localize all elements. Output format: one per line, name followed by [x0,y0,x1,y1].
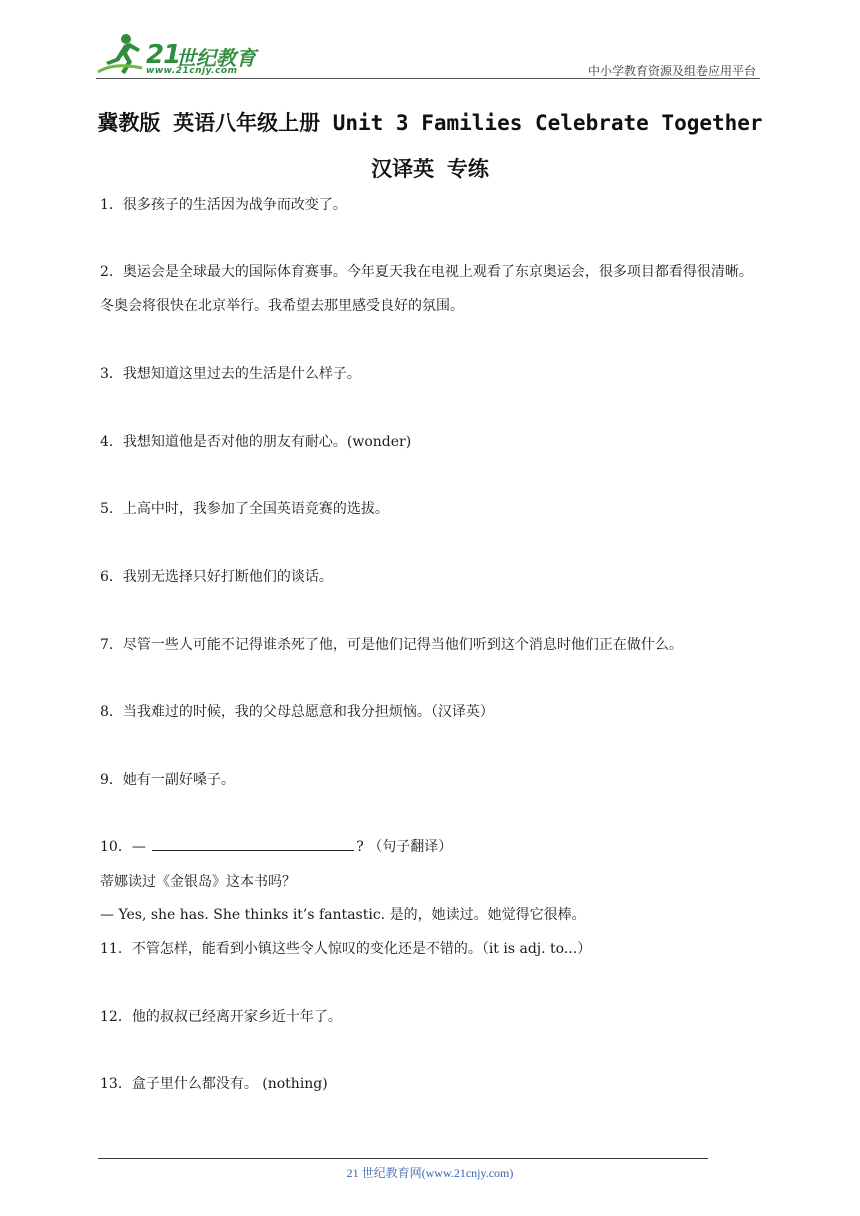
answer-blank[interactable] [152,836,354,851]
question-5: 5．上高中时，我参加了全国英语竞赛的选拔。 [100,501,389,517]
question-10 [100,830,764,864]
logo-url: www.21cnjy.com [146,66,238,76]
question-11: 11．不管怎样，能看到小镇这些令人惊叹的变化还是不错的。（it is adj. to...） [100,941,592,957]
question-10-suffix: ? （句子翻译） [356,839,453,855]
question-8: 8．当我难过的时候，我的父母总愿意和我分担烦恼。（汉译英） [100,704,494,720]
question-13: 13．盒子里什么都没有。 (nothing) [100,1076,328,1092]
question-10-prefix: 10．— [100,839,146,855]
question-3: 3．我想知道这里过去的生活是什么样子。 [100,366,361,382]
footer-divider [98,1158,708,1159]
site-logo [96,30,296,80]
header-divider [96,78,760,79]
question-2: 2．奥运会是全球最大的国际体育赛事。今年夏天我在电视上观看了东京奥运会，很多项目都看得很清晰。冬奥会将很快在北京举行。我希望去那里感受良好的氛围。 [100,264,753,314]
question-10-response: — Yes, she has. She thinks it’s fantastic. 是的，她读过。她觉得它很棒。 [100,907,586,923]
page-title: 冀教版 英语八年级上册 Unit 3 Families Celebrate Together 汉译英 专练 [97,111,763,181]
logo-number: 21 [146,40,181,70]
question-1: 1．很多孩子的生活因为战争而改变了。 [100,197,347,213]
question-6: 6．我别无选择只好打断他们的谈话。 [100,569,333,585]
question-9: 9．她有一副好嗓子。 [100,772,235,788]
question-12: 12．他的叔叔已经离开家乡近十年了。 [100,1009,342,1025]
logo-text: 世纪教育 [176,46,256,70]
runner-icon [96,32,146,78]
question-10-prompt: 蒂娜读过《金银岛》这本书吗？ [100,874,296,890]
question-4: 4．我想知道他是否对他的朋友有耐心。(wonder) [100,434,412,450]
question-7: 7．尽管一些人可能不记得谁杀死了他，可是他们记得当他们听到这个消息时他们正在做什么。 [100,637,683,653]
footer-link[interactable]: 21 世纪教育网(www.21cnjy.com) [346,1166,514,1180]
page-header [96,30,760,80]
header-tagline: 中小学教育资源及组卷应用平台 [587,64,756,78]
